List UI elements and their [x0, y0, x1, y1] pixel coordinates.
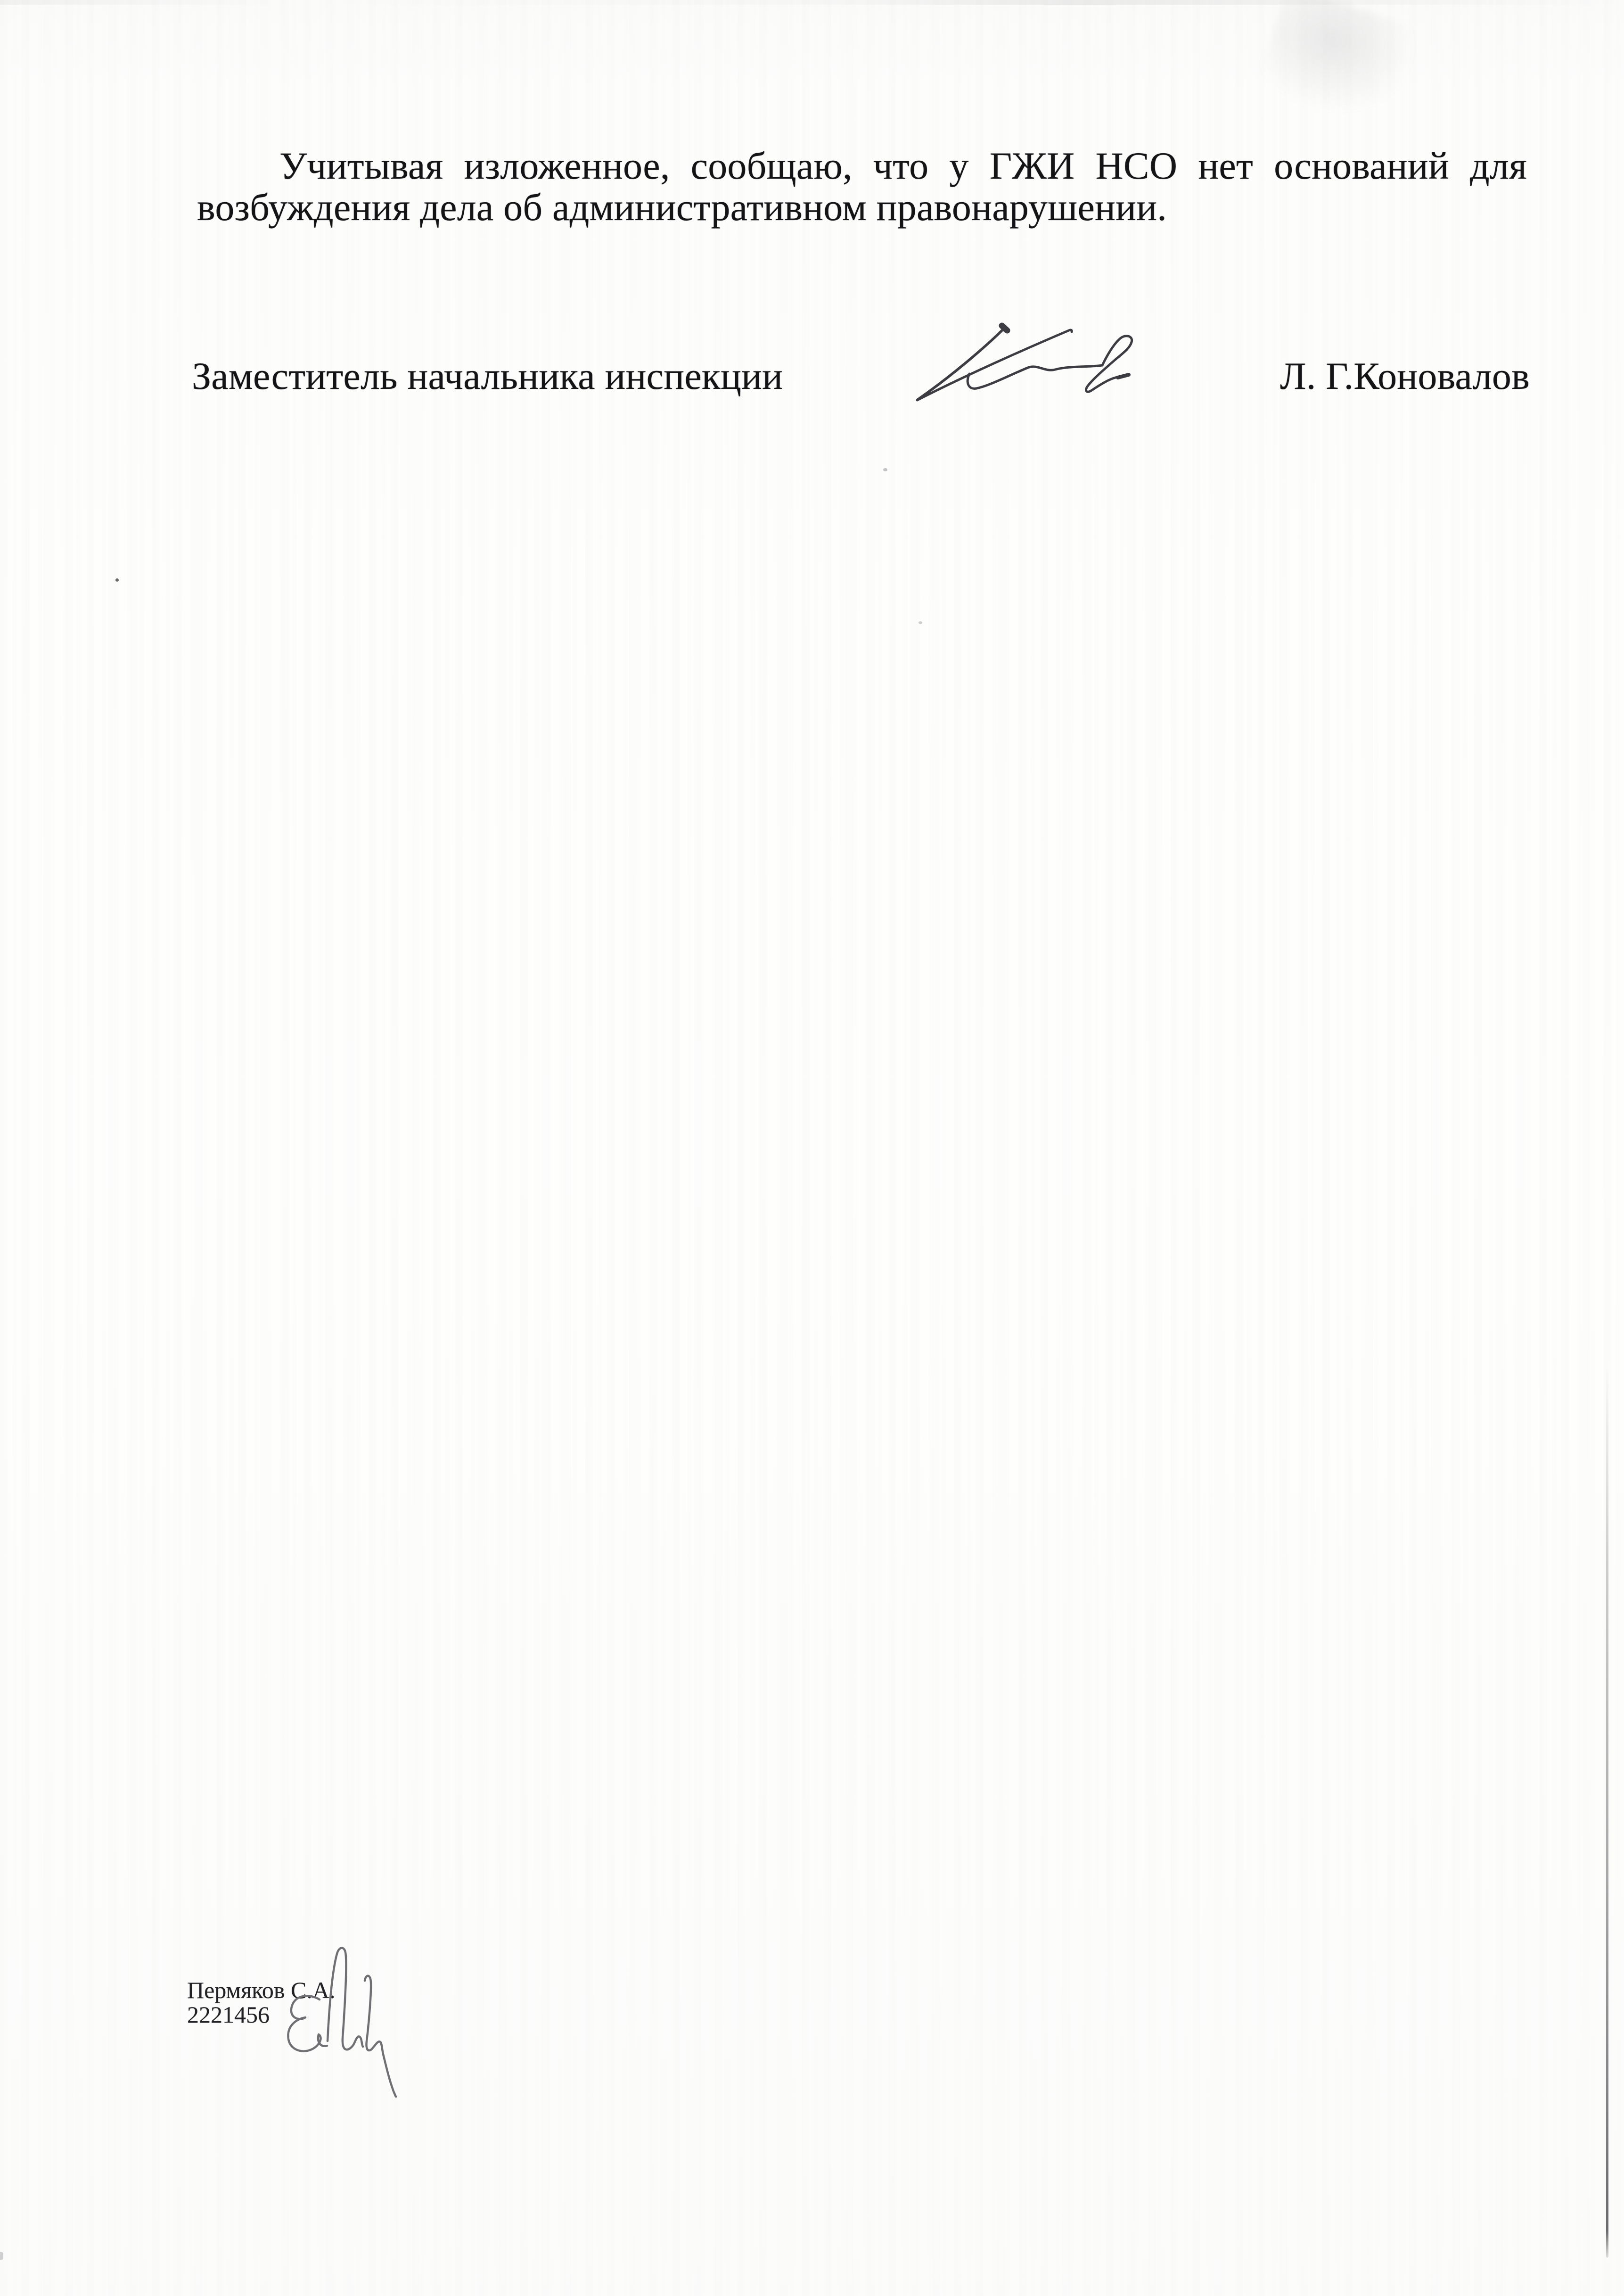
signature-stroke — [968, 365, 1102, 388]
scan-speck — [919, 621, 922, 624]
scan-speck — [883, 468, 887, 471]
executor-number: 2221456 — [187, 2001, 270, 2028]
signature-stroke — [365, 1976, 396, 2097]
executor-name: Пермяков С.А. — [187, 1977, 336, 2003]
body-paragraph — [197, 145, 1527, 228]
signature-stroke — [917, 330, 1072, 400]
signature-stroke — [288, 1996, 327, 2051]
signature-stroke — [1086, 336, 1132, 392]
scan-speck — [115, 578, 119, 582]
konovalov-signature-icon — [895, 309, 1159, 417]
signer-position-label: Заместитель начальника инспекции — [192, 354, 783, 397]
body-paragraph-line-1: Учитывая изложенное, сообщаю, что у ГЖИ НСО нет оснований для — [279, 144, 1527, 187]
scanner-top-edge-shadow — [0, 0, 1624, 5]
permyakov-signature-icon — [264, 1900, 405, 2098]
scan-speck — [0, 2252, 3, 2260]
signature-stroke — [328, 1948, 363, 2050]
body-paragraph-line-2: возбуждения дела об административном правонарушении. — [197, 186, 1167, 229]
scanner-edge-line — [1606, 1362, 1608, 2258]
scan-smudge — [1255, 0, 1422, 132]
signer-name: Л. Г.Коновалов — [1280, 354, 1530, 397]
signature-stroke — [1118, 375, 1129, 378]
